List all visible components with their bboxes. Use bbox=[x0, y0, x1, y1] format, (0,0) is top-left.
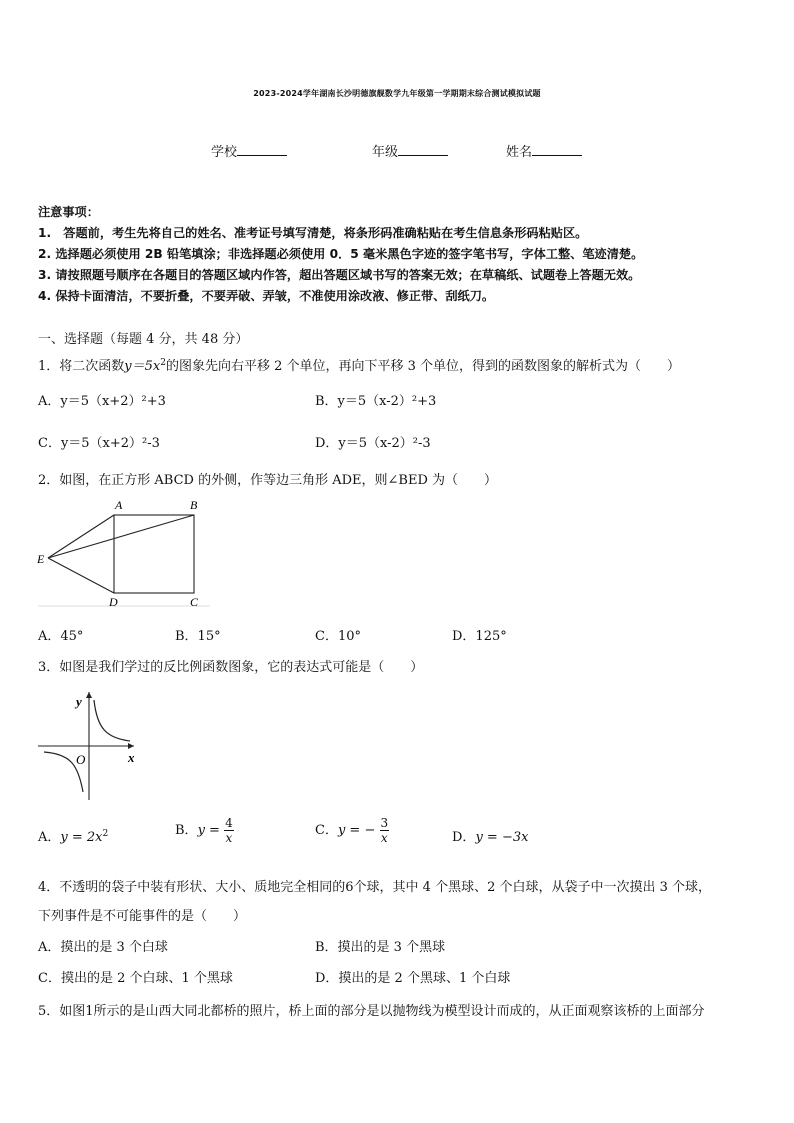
section-heading: 一、选择题（每题 4 分，共 48 分） bbox=[38, 332, 249, 347]
option-letter: B． bbox=[175, 823, 198, 838]
fraction-denominator: x bbox=[225, 831, 233, 845]
segment-ea bbox=[48, 515, 114, 558]
q1-stem-post: 的图象先向右平移 2 个单位，再向下平移 3 个单位，得到的函数图象的解析式为（ ） bbox=[165, 359, 681, 374]
q4-option-a[interactable]: A．摸出的是 3 个白球 bbox=[38, 940, 168, 955]
option-fraction bbox=[224, 816, 234, 845]
q2-stem: 2．如图，在正方形 ABCD 的外侧，作等边三角形 ADE，则∠BED 为（ ） bbox=[38, 473, 498, 488]
name-blank[interactable] bbox=[532, 143, 582, 156]
label-y: y bbox=[76, 694, 82, 709]
q2-option-b[interactable]: B．15° bbox=[175, 629, 221, 644]
q1-option-a[interactable]: A．y＝5（x+2）²+3 bbox=[38, 394, 166, 409]
fraction-denominator: x bbox=[380, 831, 388, 845]
segment-ed bbox=[48, 558, 114, 593]
note-item: 4. 保持卡面清洁，不要折叠，不要弄破、弄皱，不准使用涂改液、修正带、刮纸刀。 bbox=[38, 289, 495, 303]
grade-blank[interactable] bbox=[398, 143, 448, 156]
q3-option-b[interactable] bbox=[175, 816, 234, 845]
name-field bbox=[506, 141, 582, 160]
q3-stem: 3．如图是我们学过的反比例函数图象，它的表达式可能是（ ） bbox=[38, 660, 424, 675]
label-e: E bbox=[37, 552, 45, 566]
fraction-numerator: 3 bbox=[380, 816, 389, 830]
q1-stem-pre: 1．将二次函数 bbox=[38, 359, 125, 374]
segment-eb bbox=[48, 515, 194, 558]
q3-option-c[interactable] bbox=[315, 816, 389, 845]
label-c: C bbox=[190, 595, 199, 609]
exam-title: 2023-2024学年湖南长沙明德旗舰数学九年级第一学期期末综合测试模拟试题 bbox=[253, 89, 541, 98]
q3-option-a[interactable] bbox=[38, 826, 108, 845]
q5-stem: 5．如图1所示的是山西大同北都桥的照片，桥上面的部分是以抛物线为模型设计而成的，从正面观察该桥的上面部分 bbox=[38, 1004, 705, 1019]
option-expression: y = 2x bbox=[60, 830, 103, 845]
q1-option-c[interactable]: C．y＝5（x+2）²-3 bbox=[38, 436, 160, 451]
option-letter: A． bbox=[38, 830, 61, 845]
option-expression: y = −3x bbox=[475, 830, 529, 845]
q2-option-d[interactable]: D．125° bbox=[452, 629, 507, 644]
note-item: 2. 选择题必须使用 2B 铅笔填涂；非选择题必须使用 0．5 毫米黑色字迹的签字笔书写，字体工整、笔迹清楚。 bbox=[38, 247, 644, 261]
q1-option-d[interactable]: D．y＝5（x-2）²-3 bbox=[315, 436, 431, 451]
q1-option-b[interactable]: B．y＝5（x-2）²+3 bbox=[315, 394, 437, 409]
y-axis-arrow bbox=[86, 692, 92, 698]
notes-heading: 注意事项： bbox=[38, 205, 99, 219]
q3-hyperbola-graph bbox=[36, 688, 142, 804]
option-exponent: 2 bbox=[102, 829, 109, 839]
school-label: 学校 bbox=[211, 145, 238, 160]
x-axis-arrow bbox=[128, 743, 134, 749]
label-origin: O bbox=[76, 752, 86, 767]
q4-option-b[interactable]: B．摸出的是 3 个黑球 bbox=[315, 940, 446, 955]
label-x: x bbox=[128, 750, 135, 765]
option-lhs: y = bbox=[197, 823, 220, 838]
q1-stem: 1．将二次函数$y=5x^2$的图象先向右平移 2 个单位，再向下平移 3 个单位，得到的函数图象的解析式为（ ） bbox=[38, 358, 681, 374]
option-letter: C． bbox=[315, 823, 338, 838]
q4-stem-line1: 4．不透明的袋子中装有形状、大小、质地完全相同的6个球，其中 4 个黑球、2 个白球，从袋子中一次摸出 3 个球， bbox=[38, 880, 712, 895]
q2-option-c[interactable]: C．10° bbox=[315, 629, 361, 644]
grade-field bbox=[372, 141, 448, 160]
note-item: 3. 请按照题号顺序在各题目的答题区域内作答，超出答题区域书写的答案无效；在草稿纸、试题卷上答题无效。 bbox=[38, 268, 641, 282]
fraction-numerator: 4 bbox=[225, 816, 233, 830]
q4-stem-line2: 下列事件是不可能事件的是（ ） bbox=[38, 909, 247, 924]
q2-option-a[interactable]: A．45° bbox=[38, 629, 84, 644]
q3-option-d[interactable] bbox=[452, 826, 528, 845]
option-lhs: y = − bbox=[337, 823, 376, 838]
q4-option-c[interactable]: C．摸出的是 2 个白球、1 个黑球 bbox=[38, 971, 233, 986]
label-a: A bbox=[115, 498, 123, 512]
option-letter: D． bbox=[452, 830, 476, 845]
q1-func: y＝5x bbox=[124, 359, 161, 374]
option-fraction bbox=[380, 816, 390, 845]
note-item: 1. 答题前，考生先将自己的姓名、准考证号填写清楚，将条形码准确粘贴在考生信息条形码粘贴区。 bbox=[38, 226, 588, 240]
label-b: B bbox=[190, 498, 198, 512]
q2-square-figure bbox=[34, 496, 214, 614]
name-label: 姓名 bbox=[506, 145, 533, 160]
label-d: D bbox=[109, 595, 118, 609]
q4-option-d[interactable]: D．摸出的是 2 个黑球、1 个白球 bbox=[315, 971, 511, 986]
grade-label: 年级 bbox=[372, 145, 399, 160]
hyperbola-branch-first-quadrant bbox=[94, 700, 130, 741]
school-field bbox=[211, 141, 287, 160]
school-blank[interactable] bbox=[237, 143, 287, 156]
